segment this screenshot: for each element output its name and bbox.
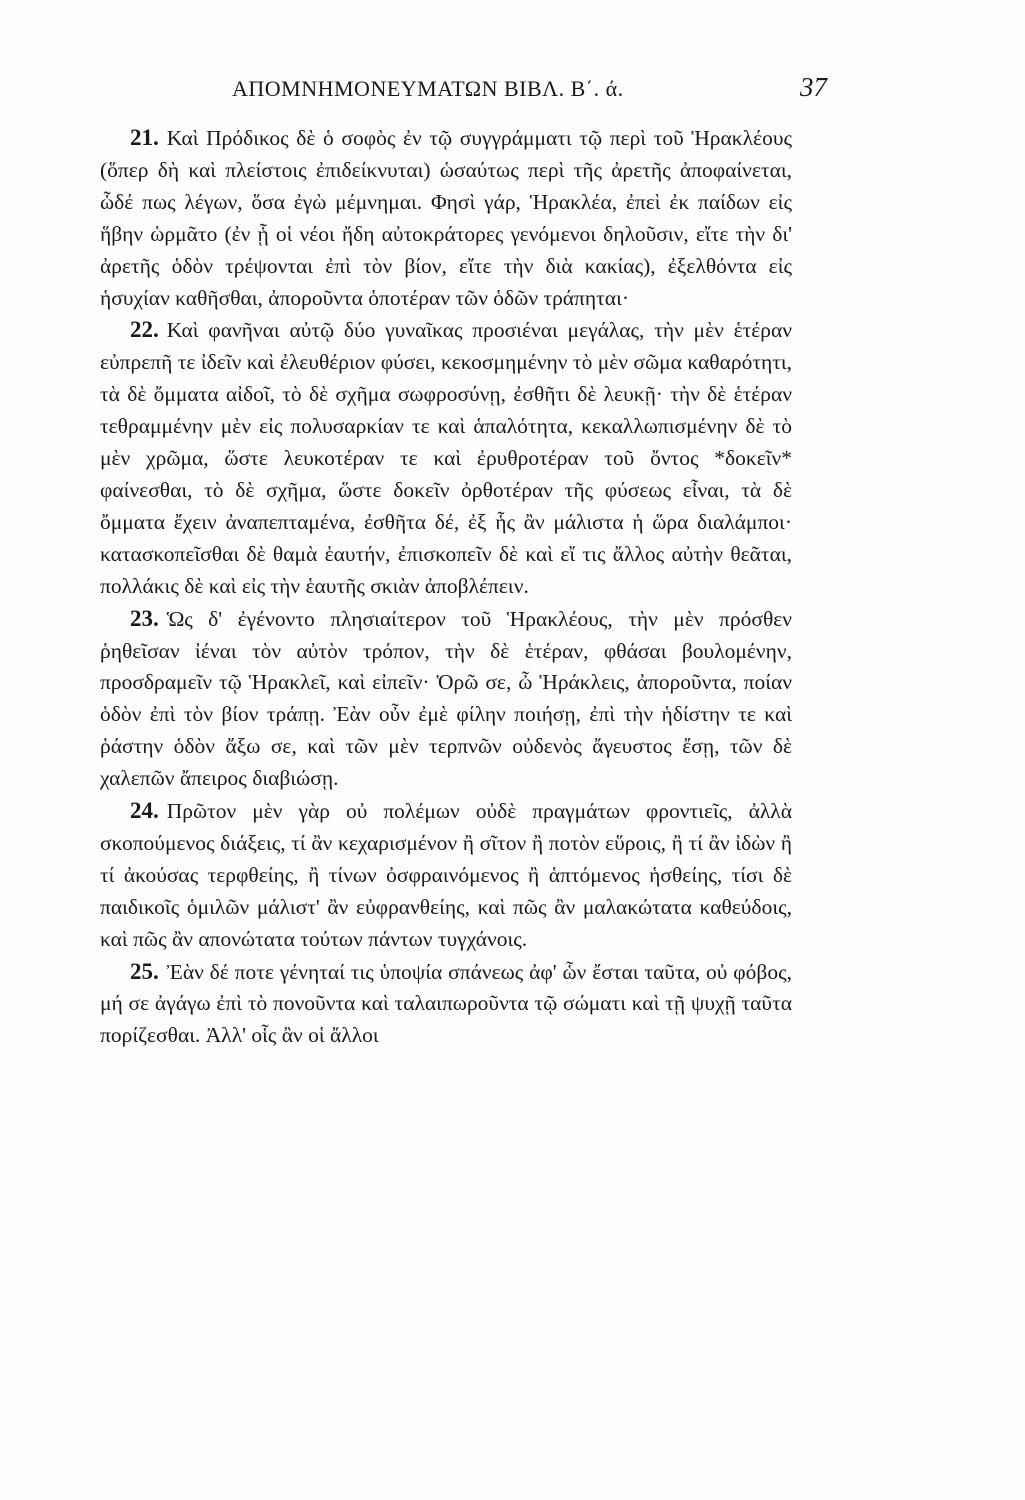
section-number: 24. (130, 798, 159, 824)
paragraph-21 (100, 122, 792, 314)
paragraph-23 (100, 603, 792, 795)
paragraph-22 (100, 314, 792, 602)
paragraph-text: Πρῶτον μὲν γὰρ οὐ πολέμων οὐδὲ πραγμάτων φροντιεῖς, ἀλλὰ σκοπούμενος διάξεις, τί ἂν κεχαρισμένον ἢ σῖτον ἢ ποτὸν εὕροις, ἢ τί ἂν ἰδὼν ἢ τί ἀκούσας τερφθείης, ἢ τίνων ὀσφραινόμενος ἢ ἁπτόμενος ἡσθείης, τίσι δὲ παιδικοῖς ὁμιλῶν μάλιστ' ἂν εὐφρανθείης, καὶ πῶς ἂν μαλακώτατα καθεύδοις, καὶ πῶς ἂν απονώτατα τούτων πάντων τυγχάνοις. (100, 799, 792, 951)
running-head: ΑΠΟΜΝΗΜΟΝΕΥΜΑΤΩΝ ΒΙΒΛ. Β΄. ά. (232, 76, 624, 101)
paragraph-text: Ἐὰν δέ ποτε γένηταί τις ὑποψία σπάνεως ἀφ' ὧν ἔσται ταῦτα, οὐ φόβος, μή σε ἀγάγω ἐπὶ τὸ πονοῦντα καὶ ταλαιπωροῦντα τῷ σώματι καὶ τῇ ψυχῇ ταῦτα πορίζεσθαι. Ἀλλ' οἷς ἂν οἱ ἄλλοι (100, 959, 792, 1048)
section-number: 25. (130, 958, 159, 984)
section-number: 21. (130, 125, 159, 150)
paragraph-text: Καὶ Πρόδικος δὲ ὁ σοφὸς ἐν τῷ συγγράμματι τῷ περὶ τοῦ Ἡρακλέους (ὅπερ δὴ καὶ πλείστοις ἐπιδείκνυται) ὡσαύτως περὶ τῆς ἀρετῆς ἀποφαίνεται, ὧδέ πως λέγων, ὅσα ἐγὼ μέμνημαι. Φησὶ γάρ, Ἡρακλέα, ἐπεὶ ἐκ παίδων εἰς ἥβην ὡρμᾶτο (ἐν ᾗ οἱ νέοι ἤδη αὐτοκράτορες γενόμενοι δηλοῦσιν, εἴτε τὴν δι' ἀρετῆς ὁδὸν τρέψονται ἐπὶ τὸν βίον, εἴτε τὴν διὰ κακίας), ἐξελθόντα εἰς ἡσυχίαν καθῆσθαι, ἀποροῦντα ὁποτέραν τῶν ὁδῶν τράπηται· (100, 126, 792, 310)
section-number: 23. (130, 605, 159, 631)
body-text (100, 122, 792, 1052)
paragraph-text: Καὶ φανῆναι αὐτῷ δύο γυναῖκας προσιέναι μεγάλας, τὴν μὲν ἑτέραν εὐπρεπῆ τε ἰδεῖν καὶ ἐλευθέριον φύσει, κεκοσμημένην τὸ μὲν σῶμα καθαρότητι, τὰ δὲ ὄμματα αἰδοῖ, τὸ δὲ σχῆμα σωφροσύνῃ, ἐσθῆτι δὲ λευκῇ· τὴν δὲ ἑτέραν τεθραμμένην μὲν εἰς πολυσαρκίαν τε καὶ ἁπαλότητα, κεκαλλωπισμένην δὲ τὸ μὲν χρῶμα, ὥστε λευκοτέραν τε καὶ ἐρυθροτέραν τοῦ ὄντος *δοκεῖν* φαίνεσθαι, τὸ δὲ σχῆμα, ὥστε δοκεῖν ὀρθοτέραν τῆς φύσεως εἶναι, τὰ δὲ ὄμματα ἔχειν ἀναπεπταμένα, ἐσθῆτα δέ, ἐξ ἧς ἂν μάλιστα ἡ ὥρα διαλάμποι· κατασκοπεῖσθαι δὲ θαμὰ ἑαυτήν, ἐπισκοπεῖν δὲ καὶ εἴ τις ἄλλος αὐτὴν θεᾶται, πολλάκις δὲ καὶ εἰς τὴν ἑαυτῆς σκιὰν ἀποβλέπειν. (100, 318, 792, 598)
paragraph-text: Ὡς δ' ἐγένοντο πλησιαίτερον τοῦ Ἡρακλέους, τὴν μὲν πρόσθεν ῥηθεῖσαν ἰέναι τὸν αὐτὸν τρόπον, τὴν δὲ ἑτέραν, φθάσαι βουλομένην, προσδραμεῖν τῷ Ἡρακλεῖ, καὶ εἰπεῖν· Ὁρῶ σε, ὦ Ἡράκλεις, ἀποροῦντα, ποίαν ὁδὸν ἐπὶ τὸν βίον τράπῃ. Ἐὰν οὖν ἐμὲ φίλην ποιήσῃ, ἐπὶ τὴν ἡδίστην τε καὶ ῥάστην ὁδὸν ἄξω σε, καὶ τῶν μὲν τερπνῶν οὐδενὸς ἄγευστος ἔσῃ, τῶν δὲ χαλεπῶν ἄπειρος διαβιώσῃ. (100, 606, 792, 791)
section-number: 22. (130, 317, 159, 343)
page-number: 37 (800, 72, 827, 102)
paragraph-24 (100, 795, 792, 956)
paragraph-25 (100, 956, 792, 1053)
page-header (232, 70, 827, 110)
